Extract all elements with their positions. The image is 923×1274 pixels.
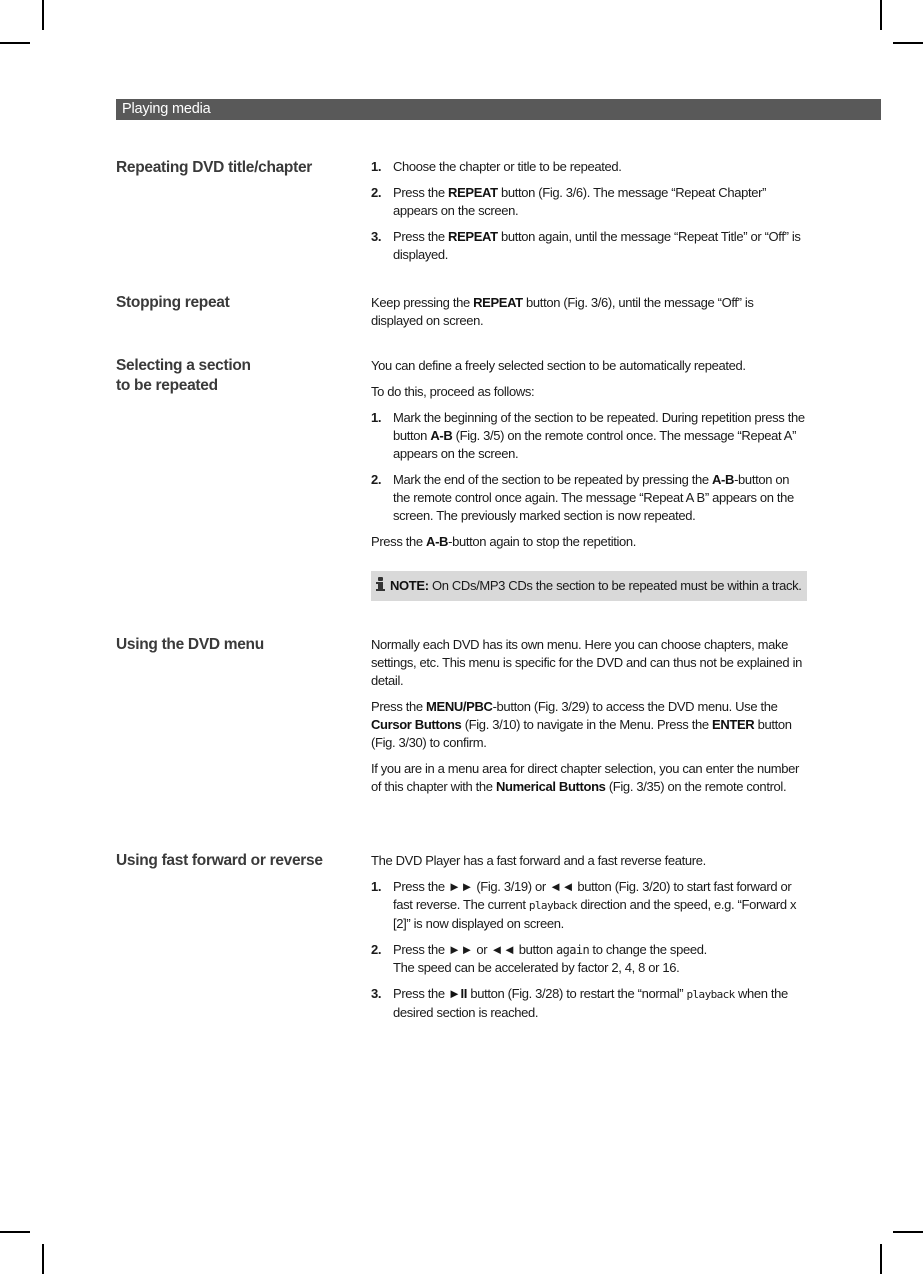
section-title-stopping-repeat: Stopping repeat [116, 294, 230, 311]
text: If you are in a menu area for direct chapter selection, you can enter the number of this chapter with the [371, 761, 799, 794]
step-text: Press the ►► or ◄◄ button [393, 942, 557, 957]
steps-list [371, 158, 807, 264]
step-number: 1. [371, 879, 382, 894]
step-text: when the desired section is reached. [393, 986, 788, 1020]
paragraph: You can define a freely selected section to be automatically repeated. [371, 358, 746, 373]
button-name: Cursor Buttons [371, 717, 462, 732]
crop-mark-top-left-v [42, 0, 44, 30]
crop-mark-bottom-right-h [893, 1231, 923, 1233]
step-text: (Fig. 3/5) on the remote control once. The message “Repeat A” appears on the screen. [393, 428, 797, 461]
button-name: A-B [712, 472, 735, 487]
section-body-dvd-menu [371, 636, 807, 804]
crop-mark-top-left-h [0, 42, 30, 44]
text: button (Fig. 3/30) to confirm. [371, 717, 792, 750]
step-item [371, 941, 807, 977]
step-text: Press the ►► (Fig. 3/19) or ◄◄ button (Fig. 3/20) to start fast forward or fast reverse. The current [393, 879, 792, 912]
mono-word: again [556, 943, 590, 957]
button-name: A-B [430, 428, 453, 443]
text: Press the [371, 699, 427, 714]
crop-mark-bottom-left-v [42, 1244, 44, 1274]
step-item [371, 409, 807, 463]
paragraph [371, 294, 807, 330]
note-label: NOTE: [390, 578, 429, 593]
paragraph: The DVD Player has a fast forward and a fast reverse feature. [371, 853, 706, 868]
section-body-repeat-chapter [371, 158, 807, 272]
mono-word: playback [686, 988, 735, 1001]
step-number: 3. [371, 986, 382, 1001]
step-text: Press the [393, 185, 449, 200]
section-title-repeat-chapter: Repeating DVD title/chapter [116, 159, 313, 176]
mono-word: playback [528, 899, 578, 912]
button-name: MENU/PBC [426, 699, 493, 714]
section-title-dvd-menu: Using the DVD menu [116, 636, 264, 653]
step-text: direction and the speed, e.g. “Forward x [2]” is now displayed on screen. [393, 897, 797, 931]
step-number: 3. [371, 229, 382, 244]
paragraph [371, 533, 807, 551]
step-item [371, 471, 807, 525]
step-item [371, 985, 807, 1022]
button-name: ENTER [712, 717, 755, 732]
text: Keep pressing the [371, 295, 474, 310]
text: button (Fig. 3/6), until the message “Off” is displayed on screen. [371, 295, 754, 328]
step-number: 2. [371, 472, 382, 487]
step-text: to change the speed. [589, 942, 707, 957]
button-name: REPEAT [473, 295, 523, 310]
section-body-fast-forward [371, 852, 807, 1030]
button-name: A-B [426, 534, 449, 549]
title-line: Selecting a section [116, 357, 251, 374]
step-text: -button on the remote control once again. The message “Repeat A B” appears on the screen. The previously marked section is now repeated. [393, 472, 794, 523]
crop-mark-bottom-left-h [0, 1231, 30, 1233]
text: Press the [371, 534, 427, 549]
paragraph: Normally each DVD has its own menu. Here you can choose chapters, make settings, etc. This menu is specific for the DVD and can thus not be explained in detail. [371, 637, 802, 688]
step-text: button (Fig. 3/6). The message “Repeat Chapter” appears on the screen. [393, 185, 767, 218]
step-text: button (Fig. 3/28) to restart the “normal” [467, 986, 687, 1001]
step-number: 2. [371, 942, 382, 957]
section-body-select-section [371, 357, 807, 559]
title-line: to be repeated [116, 377, 218, 394]
paragraph [371, 698, 807, 752]
step-number: 1. [371, 159, 382, 174]
note-box [371, 571, 807, 601]
play-pause-symbol: ►II [448, 986, 468, 1001]
button-name: Numerical Buttons [495, 779, 606, 794]
section-body-stopping-repeat [371, 294, 807, 338]
step-item [371, 878, 807, 933]
step-number: 2. [371, 185, 382, 200]
step-text: Press the [393, 229, 449, 244]
step-item [371, 184, 807, 220]
step-text: Mark the beginning of the section to be repeated. During repetition press the button [393, 410, 805, 443]
section-title-fast-forward: Using fast forward or reverse [116, 852, 323, 869]
text: (Fig. 3/35) on the remote control. [605, 779, 787, 794]
crop-mark-top-right-v [880, 0, 882, 30]
crop-mark-top-right-h [893, 42, 923, 44]
page-header-bar [116, 99, 881, 120]
button-name: REPEAT [448, 185, 498, 200]
step-text: The speed can be accelerated by factor 2, 4, 8 or 16. [393, 960, 680, 975]
text: -button again to stop the repetition. [448, 534, 637, 549]
step-item [371, 158, 807, 176]
step-number: 1. [371, 410, 382, 425]
crop-mark-bottom-right-v [880, 1244, 882, 1274]
paragraph: To do this, proceed as follows: [371, 384, 535, 399]
steps-list [371, 409, 807, 525]
paragraph [371, 760, 807, 796]
steps-list [371, 878, 807, 1022]
text: (Fig. 3/10) to navigate in the Menu. Press the [461, 717, 713, 732]
page-header-title: Playing media [122, 101, 211, 117]
info-icon [376, 577, 385, 591]
button-name: REPEAT [448, 229, 498, 244]
text: -button (Fig. 3/29) to access the DVD menu. Use the [492, 699, 778, 714]
section-title-select-section [116, 356, 356, 396]
step-text: button again, until the message “Repeat Title” or “Off” is displayed. [393, 229, 801, 262]
step-item [371, 228, 807, 264]
note-text: On CDs/MP3 CDs the section to be repeated must be within a track. [428, 578, 802, 593]
step-text: Choose the chapter or title to be repeated. [393, 159, 622, 174]
step-text: Mark the end of the section to be repeated by pressing the [393, 472, 713, 487]
step-text: Press the [393, 986, 449, 1001]
